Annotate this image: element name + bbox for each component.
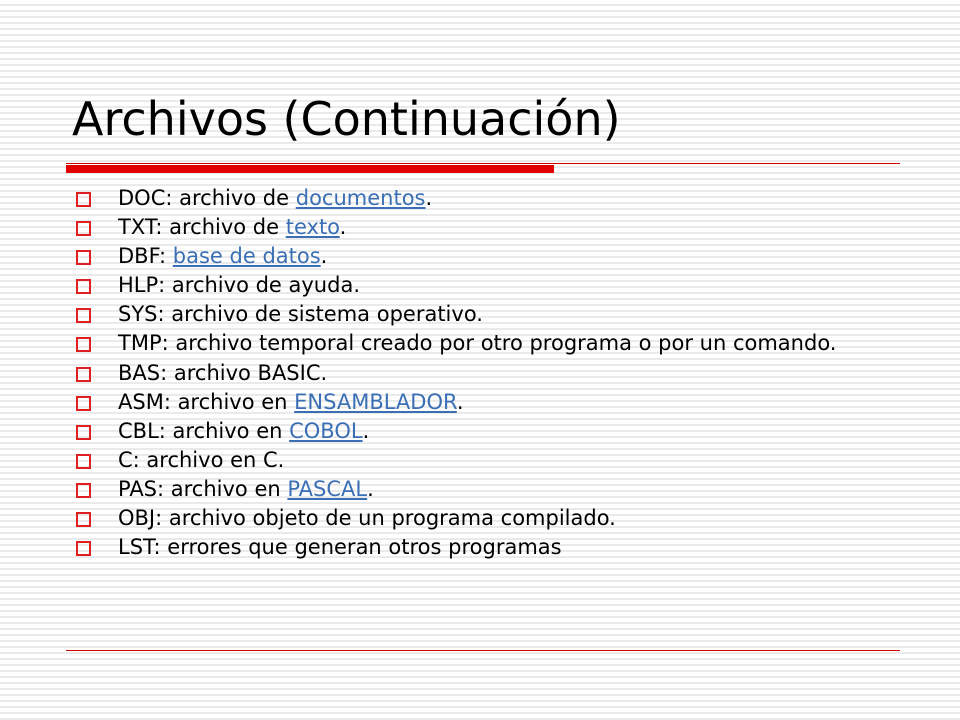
item-suffix: . [456, 390, 464, 414]
item-suffix: . [425, 186, 433, 210]
item-suffix: . [339, 215, 347, 239]
list-item [76, 273, 876, 297]
item-suffix: . [367, 477, 374, 501]
footer-rule [66, 650, 900, 651]
list-item [76, 361, 876, 385]
bullet-list [76, 186, 876, 564]
link-ensamblador[interactable]: ENSAMBLADOR [294, 390, 457, 414]
item-text: CBL: archivo en [118, 419, 290, 443]
item-text: PAS: archivo en [118, 477, 288, 501]
item-text: BAS: archivo BASIC. [118, 361, 328, 385]
link-base-de-datos[interactable]: base de datos [172, 244, 321, 268]
list-item [76, 331, 876, 355]
hollow-square-bullet-icon [76, 250, 91, 265]
item-text: OBJ: archivo objeto de un programa compilado. [118, 506, 616, 530]
list-item [76, 244, 876, 268]
hollow-square-bullet-icon [76, 541, 91, 556]
item-text: HLP: archivo de ayuda. [118, 273, 360, 297]
item-suffix: . [320, 244, 328, 268]
item-text: TXT: archivo de [118, 215, 286, 239]
slide-title: Archivos (Continuación) [72, 92, 621, 146]
link-pascal[interactable]: PASCAL [287, 477, 368, 501]
link-texto[interactable]: texto [285, 215, 340, 239]
hollow-square-bullet-icon [76, 308, 91, 323]
list-item [76, 506, 876, 530]
hollow-square-bullet-icon [76, 396, 91, 411]
hollow-square-bullet-icon [76, 483, 91, 498]
title-underline-accent [66, 165, 554, 173]
list-item [76, 477, 876, 501]
list-item [76, 186, 876, 210]
item-text: TMP: archivo temporal creado por otro programa o por un comando. [118, 331, 837, 355]
list-item [76, 419, 876, 443]
hollow-square-bullet-icon [76, 192, 91, 207]
link-cobol[interactable]: COBOL [289, 419, 363, 443]
list-item [76, 302, 876, 326]
list-item [76, 215, 876, 239]
item-text: ASM: archivo en [118, 390, 295, 414]
hollow-square-bullet-icon [76, 512, 91, 527]
list-item [76, 535, 876, 559]
hollow-square-bullet-icon [76, 367, 91, 382]
item-text: LST: errores que generan otros programas [118, 535, 562, 559]
list-item [76, 390, 876, 414]
item-suffix: . [362, 419, 370, 443]
hollow-square-bullet-icon [76, 337, 91, 352]
hollow-square-bullet-icon [76, 454, 91, 469]
item-text: C: archivo en C. [118, 448, 285, 472]
link-documentos[interactable]: documentos [295, 186, 426, 210]
hollow-square-bullet-icon [76, 279, 91, 294]
hollow-square-bullet-icon [76, 221, 91, 236]
title-underline-thin [66, 163, 900, 164]
item-text: SYS: archivo de sistema operativo. [118, 302, 483, 326]
list-item [76, 448, 876, 472]
item-text: DBF: [118, 244, 173, 268]
hollow-square-bullet-icon [76, 425, 91, 440]
item-text: DOC: archivo de [118, 186, 296, 210]
